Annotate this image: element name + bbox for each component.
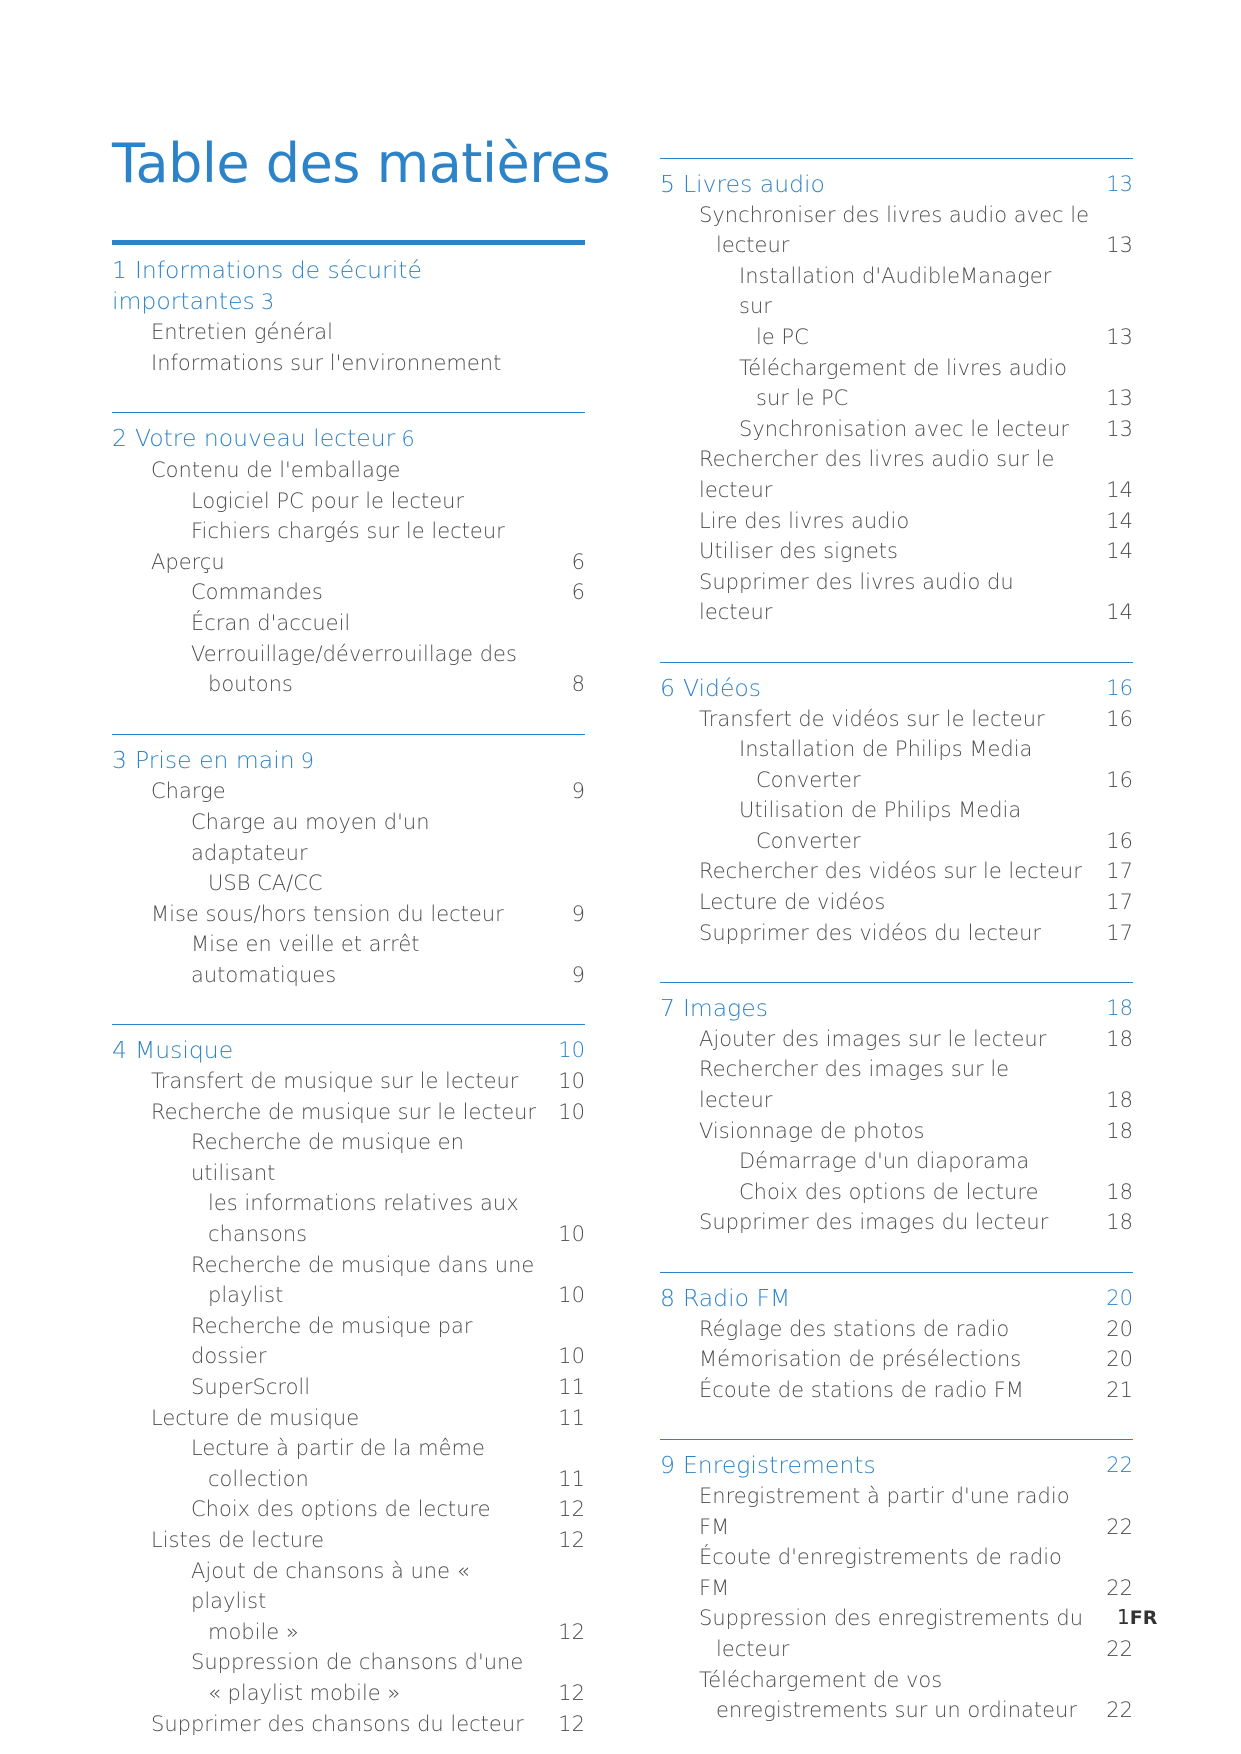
entry-text: sur le PC bbox=[756, 386, 849, 411]
entry-text: Rechercher des livres audio sur le lecteur bbox=[699, 447, 1055, 502]
section-page-number: 13 bbox=[1106, 172, 1133, 196]
entry-text: chansons bbox=[208, 1222, 308, 1247]
entry-page-number: 21 bbox=[1106, 1377, 1133, 1402]
section-heading[interactable] bbox=[660, 673, 1133, 704]
section-heading[interactable] bbox=[660, 1283, 1133, 1314]
toc-entry[interactable] bbox=[112, 899, 585, 930]
toc-entry[interactable] bbox=[660, 856, 1133, 887]
section-page-number: 9 bbox=[300, 748, 314, 773]
toc-entry[interactable] bbox=[660, 887, 1133, 918]
toc-entry[interactable] bbox=[660, 1542, 1133, 1603]
entry-text: Charge bbox=[151, 779, 226, 804]
toc-section-2 bbox=[112, 412, 585, 699]
toc-entry[interactable] bbox=[112, 547, 585, 578]
toc-entry[interactable] bbox=[112, 1066, 585, 1097]
entry-text: Utilisation de Philips Media bbox=[739, 798, 1022, 823]
section-number: 1 bbox=[112, 256, 127, 284]
entry-page-number: 6 bbox=[571, 580, 585, 605]
entry-page-number: 17 bbox=[1106, 859, 1133, 884]
entry-page-number: 8 bbox=[571, 672, 585, 697]
entry-text: Mise sous/hors tension du lecteur bbox=[151, 901, 504, 926]
entry-text: Charge au moyen d'un adaptateur bbox=[191, 809, 430, 865]
entry-page-number: 10 bbox=[558, 1222, 585, 1247]
toc-entry[interactable] bbox=[660, 353, 1133, 414]
toc-entry[interactable] bbox=[660, 795, 1133, 856]
entry-page-number: 9 bbox=[571, 779, 585, 804]
entry-text: boutons bbox=[208, 672, 293, 697]
language-code: FR bbox=[1129, 1607, 1158, 1629]
entry-text: enregistrements sur un ordinateur bbox=[716, 1698, 1077, 1723]
entry-page-number: 13 bbox=[1106, 324, 1133, 349]
entry-text: le PC bbox=[756, 324, 809, 349]
toc-entry[interactable] bbox=[660, 1665, 1133, 1726]
entry-page-number: 14 bbox=[1106, 539, 1133, 564]
entry-page-number: 12 bbox=[558, 1619, 585, 1644]
entry-page-number: 12 bbox=[558, 1497, 585, 1522]
toc-entry[interactable] bbox=[112, 317, 585, 348]
section-heading[interactable] bbox=[660, 1450, 1133, 1481]
page-number: 1 bbox=[1117, 1605, 1130, 1629]
entry-text: Rechercher des vidéos sur le lecteur bbox=[699, 859, 1082, 884]
entry-text: Synchronisation avec le lecteur bbox=[739, 416, 1070, 441]
toc-entry[interactable] bbox=[660, 1177, 1133, 1208]
toc-section-7 bbox=[660, 982, 1133, 1238]
section-title: Musique bbox=[134, 1036, 234, 1065]
entry-page-number: 13 bbox=[1106, 416, 1133, 441]
entry-page-number: 12 bbox=[558, 1711, 585, 1736]
entry-page-number: 11 bbox=[558, 1405, 585, 1430]
entry-text: Écoute d'enregistrements de radio FM bbox=[699, 1545, 1062, 1600]
entry-page-number: 20 bbox=[1106, 1316, 1133, 1341]
entry-page-number: 16 bbox=[1106, 767, 1133, 792]
entry-page-number: 14 bbox=[1106, 508, 1133, 533]
entry-text: Supprimer des livres audio du lecteur bbox=[699, 569, 1014, 625]
entry-text: les informations relatives aux bbox=[208, 1191, 519, 1216]
entry-page-number: 18 bbox=[1106, 1179, 1133, 1204]
entry-text: Réglage des stations de radio bbox=[699, 1316, 1010, 1341]
section-number: 9 bbox=[660, 1451, 675, 1480]
entry-text: Logiciel PC pour le lecteur bbox=[191, 488, 465, 513]
entry-text: Supprimer des vidéos du lecteur bbox=[699, 920, 1042, 945]
section-title: Enregistrements bbox=[682, 1451, 876, 1480]
entry-page-number: 17 bbox=[1106, 920, 1133, 945]
section-number: 7 bbox=[660, 994, 675, 1023]
toc-entry[interactable] bbox=[660, 414, 1133, 445]
toc-entry[interactable] bbox=[660, 200, 1133, 261]
toc-entry[interactable] bbox=[660, 1024, 1133, 1055]
toc-entry[interactable] bbox=[660, 1603, 1133, 1664]
toc-section-8 bbox=[660, 1272, 1133, 1405]
entry-text: Lecture de musique bbox=[151, 1405, 360, 1430]
toc-entry[interactable] bbox=[112, 1525, 585, 1556]
toc-section-6 bbox=[660, 662, 1133, 948]
entry-page-number: 6 bbox=[571, 549, 585, 574]
toc-entry[interactable] bbox=[112, 577, 585, 608]
toc-entry[interactable] bbox=[112, 608, 585, 639]
entry-text: Suppression des enregistrements du bbox=[699, 1606, 1084, 1631]
toc-entry[interactable] bbox=[112, 1403, 585, 1434]
section-heading[interactable] bbox=[112, 255, 585, 317]
entry-text: collection bbox=[208, 1466, 309, 1491]
entry-text: Verrouillage/déverrouillage des bbox=[191, 641, 517, 666]
entry-text: Démarrage d'un diaporama bbox=[739, 1149, 1030, 1174]
section-divider bbox=[660, 982, 1133, 983]
entry-text: Commandes bbox=[191, 580, 323, 605]
entry-text: Converter bbox=[756, 767, 861, 792]
entry-text: Téléchargement de livres audio bbox=[739, 355, 1067, 380]
toc-entry[interactable] bbox=[660, 704, 1133, 735]
section-number: 5 bbox=[660, 170, 675, 198]
entry-page-number: 16 bbox=[1106, 828, 1133, 853]
toc-entry[interactable] bbox=[112, 455, 585, 486]
toc-entry[interactable] bbox=[660, 536, 1133, 567]
section-divider bbox=[112, 1024, 585, 1025]
toc-entry[interactable] bbox=[660, 444, 1133, 505]
toc-entry[interactable] bbox=[660, 1116, 1133, 1147]
section-title: Vidéos bbox=[682, 673, 762, 702]
entry-text: Lire des livres audio bbox=[699, 508, 910, 533]
section-divider bbox=[660, 158, 1133, 159]
toc-entry[interactable] bbox=[112, 1311, 585, 1372]
entry-text: Recherche de musique sur le lecteur bbox=[151, 1099, 537, 1124]
entry-text: lecteur bbox=[716, 1636, 790, 1661]
toc-right-column bbox=[660, 158, 1133, 1726]
section-heading[interactable] bbox=[660, 169, 1133, 200]
entry-text: Entretien général bbox=[151, 320, 333, 345]
section-heading[interactable] bbox=[112, 1035, 585, 1066]
entry-text: Suppression de chansons d'une bbox=[191, 1650, 524, 1675]
entry-page-number: 22 bbox=[1106, 1575, 1133, 1600]
section-number: 6 bbox=[660, 673, 675, 702]
entry-text: lecteur bbox=[716, 233, 790, 258]
toc-entry[interactable] bbox=[660, 567, 1133, 628]
entry-text: Installation d'AudibleManager sur bbox=[739, 263, 1052, 319]
toc-entry[interactable] bbox=[660, 1314, 1133, 1345]
section-page-number: 22 bbox=[1106, 1453, 1133, 1478]
toc-entry[interactable] bbox=[660, 1481, 1133, 1542]
toc-entry[interactable] bbox=[660, 1146, 1133, 1177]
entry-text: mobile » bbox=[208, 1619, 299, 1644]
entry-text: Téléchargement de vos bbox=[699, 1667, 943, 1692]
toc-entry[interactable] bbox=[660, 1375, 1133, 1406]
entry-text: SuperScroll bbox=[191, 1375, 311, 1399]
toc-entry[interactable] bbox=[112, 1494, 585, 1525]
entry-page-number: 10 bbox=[558, 1099, 585, 1124]
entry-page-number: 10 bbox=[558, 1069, 585, 1094]
toc-entry[interactable] bbox=[660, 261, 1133, 353]
entry-page-number: 22 bbox=[1106, 1636, 1133, 1661]
entry-page-number: 18 bbox=[1106, 1118, 1133, 1143]
toc-entry[interactable] bbox=[112, 776, 585, 807]
toc-entry[interactable] bbox=[112, 1127, 585, 1249]
toc-entry[interactable] bbox=[112, 639, 585, 700]
toc-section-3 bbox=[112, 734, 585, 991]
entry-page-number: 9 bbox=[571, 901, 585, 926]
entry-text: Supprimer des images du lecteur bbox=[699, 1210, 1049, 1235]
toc-entry[interactable] bbox=[112, 1372, 585, 1403]
toc-entry[interactable] bbox=[112, 1647, 585, 1708]
entry-page-number: 18 bbox=[1106, 1210, 1133, 1235]
entry-text: Visionnage de photos bbox=[699, 1118, 925, 1143]
entry-page-number: 11 bbox=[558, 1466, 585, 1491]
toc-entry[interactable] bbox=[660, 1054, 1133, 1115]
section-divider bbox=[112, 412, 585, 413]
entry-text: Écran d'accueil bbox=[191, 610, 351, 635]
entry-page-number: 14 bbox=[1106, 600, 1133, 625]
section-page-number: 16 bbox=[1106, 675, 1133, 700]
entry-page-number: 13 bbox=[1106, 233, 1133, 258]
entry-text: Lecture de vidéos bbox=[699, 890, 886, 915]
entry-text: Écoute de stations de radio FM bbox=[699, 1377, 1024, 1402]
entry-page-number: 17 bbox=[1106, 890, 1133, 915]
section-number: 2 bbox=[112, 424, 127, 453]
entry-page-number: 22 bbox=[1106, 1698, 1133, 1723]
section-title: Livres audio bbox=[682, 170, 825, 198]
section-page-number: 18 bbox=[1106, 996, 1133, 1021]
section-heading[interactable] bbox=[112, 423, 585, 455]
toc-entry[interactable] bbox=[660, 918, 1133, 949]
section-divider bbox=[112, 240, 585, 245]
toc-section-9 bbox=[660, 1439, 1133, 1725]
toc-entry[interactable] bbox=[112, 807, 585, 899]
entry-page-number: 11 bbox=[558, 1375, 585, 1399]
section-number: 8 bbox=[660, 1284, 675, 1312]
entry-text: Ajout de chansons à une « playlist bbox=[191, 1558, 470, 1614]
section-divider bbox=[660, 662, 1133, 663]
section-title: Informations de sécurité importantes bbox=[112, 256, 422, 315]
toc-entry[interactable] bbox=[112, 486, 585, 517]
entry-text: Listes de lecture bbox=[151, 1527, 325, 1552]
entry-text: Rechercher des images sur le lecteur bbox=[699, 1057, 1010, 1113]
section-number: 3 bbox=[112, 745, 127, 774]
entry-page-number: 18 bbox=[1106, 1026, 1133, 1051]
toc-entry[interactable] bbox=[112, 929, 585, 990]
entry-text: Transfert de vidéos sur le lecteur bbox=[699, 706, 1045, 731]
section-title: Radio FM bbox=[682, 1284, 791, 1312]
page-footer bbox=[1117, 1605, 1157, 1629]
toc-entry[interactable] bbox=[112, 1433, 585, 1494]
entry-text: Contenu de l'emballage bbox=[151, 457, 401, 482]
toc-entry[interactable] bbox=[112, 348, 585, 379]
entry-text: Mémorisation de présélections bbox=[699, 1347, 1022, 1372]
section-number: 4 bbox=[112, 1036, 127, 1065]
entry-page-number: 14 bbox=[1106, 477, 1133, 502]
section-page-number: 10 bbox=[558, 1038, 585, 1063]
toc-entry[interactable] bbox=[660, 1344, 1133, 1375]
section-divider bbox=[112, 734, 585, 735]
entry-page-number: 18 bbox=[1106, 1088, 1133, 1113]
toc-section-5 bbox=[660, 158, 1133, 628]
entry-text: Choix des options de lecture bbox=[191, 1497, 491, 1522]
section-heading[interactable] bbox=[660, 993, 1133, 1024]
entry-text: Utiliser des signets bbox=[699, 539, 898, 564]
entry-text: Transfert de musique sur le lecteur bbox=[151, 1069, 519, 1094]
entry-text: Recherche de musique par dossier bbox=[191, 1313, 473, 1369]
toc-entry[interactable] bbox=[660, 506, 1133, 537]
toc-left-column bbox=[112, 240, 585, 1739]
entry-text: Informations sur l'environnement bbox=[151, 350, 502, 375]
entry-text: Synchroniser des livres audio avec le bbox=[699, 202, 1089, 227]
entry-text: Mise en veille et arrêt automatiques bbox=[191, 932, 420, 987]
entry-text: Recherche de musique en utilisant bbox=[191, 1130, 464, 1185]
entry-text: Aperçu bbox=[151, 549, 225, 574]
entry-page-number: 10 bbox=[558, 1283, 585, 1308]
entry-text: Enregistrement à partir d'une radio FM bbox=[699, 1483, 1070, 1539]
section-title: Votre nouveau lecteur bbox=[134, 424, 396, 453]
section-page-number: 20 bbox=[1106, 1286, 1133, 1310]
toc-entry[interactable] bbox=[112, 1250, 585, 1311]
entry-page-number: 9 bbox=[571, 962, 585, 987]
entry-page-number: 20 bbox=[1106, 1347, 1133, 1372]
section-page-number: 6 bbox=[401, 427, 415, 452]
entry-page-number: 16 bbox=[1106, 706, 1133, 731]
entry-text: « playlist mobile » bbox=[208, 1680, 401, 1705]
section-title: Prise en main bbox=[134, 745, 295, 774]
toc-entry[interactable] bbox=[660, 734, 1133, 795]
section-title: Images bbox=[682, 994, 768, 1023]
toc-section-4 bbox=[112, 1024, 585, 1739]
entry-page-number: 12 bbox=[558, 1680, 585, 1705]
entry-text: Supprimer des chansons du lecteur bbox=[151, 1711, 524, 1736]
toc-entry[interactable] bbox=[112, 1097, 585, 1128]
section-page-number: 3 bbox=[260, 289, 275, 314]
entry-text: Installation de Philips Media bbox=[739, 737, 1033, 762]
toc-entry[interactable] bbox=[112, 1556, 585, 1648]
entry-text: playlist bbox=[208, 1283, 284, 1308]
entry-text: Fichiers chargés sur le lecteur bbox=[191, 519, 505, 544]
section-divider bbox=[660, 1272, 1133, 1273]
toc-section-1 bbox=[112, 240, 585, 378]
entry-text: Lecture à partir de la même bbox=[191, 1436, 485, 1461]
entry-text: Recherche de musique dans une bbox=[191, 1252, 535, 1277]
entry-page-number: 13 bbox=[1106, 386, 1133, 411]
toc-entry[interactable] bbox=[660, 1207, 1133, 1238]
entry-text: USB CA/CC bbox=[208, 871, 323, 896]
entry-page-number: 12 bbox=[558, 1527, 585, 1552]
entry-text: Converter bbox=[756, 828, 861, 853]
entry-text: Choix des options de lecture bbox=[739, 1179, 1039, 1204]
section-heading[interactable] bbox=[112, 745, 585, 777]
toc-entry[interactable] bbox=[112, 1709, 585, 1740]
entry-text: Ajouter des images sur le lecteur bbox=[699, 1026, 1047, 1051]
entry-page-number: 10 bbox=[558, 1344, 585, 1369]
entry-page-number: 22 bbox=[1106, 1514, 1133, 1539]
toc-entry[interactable] bbox=[112, 516, 585, 547]
page-title: Table des matières bbox=[112, 132, 611, 195]
section-divider bbox=[660, 1439, 1133, 1440]
